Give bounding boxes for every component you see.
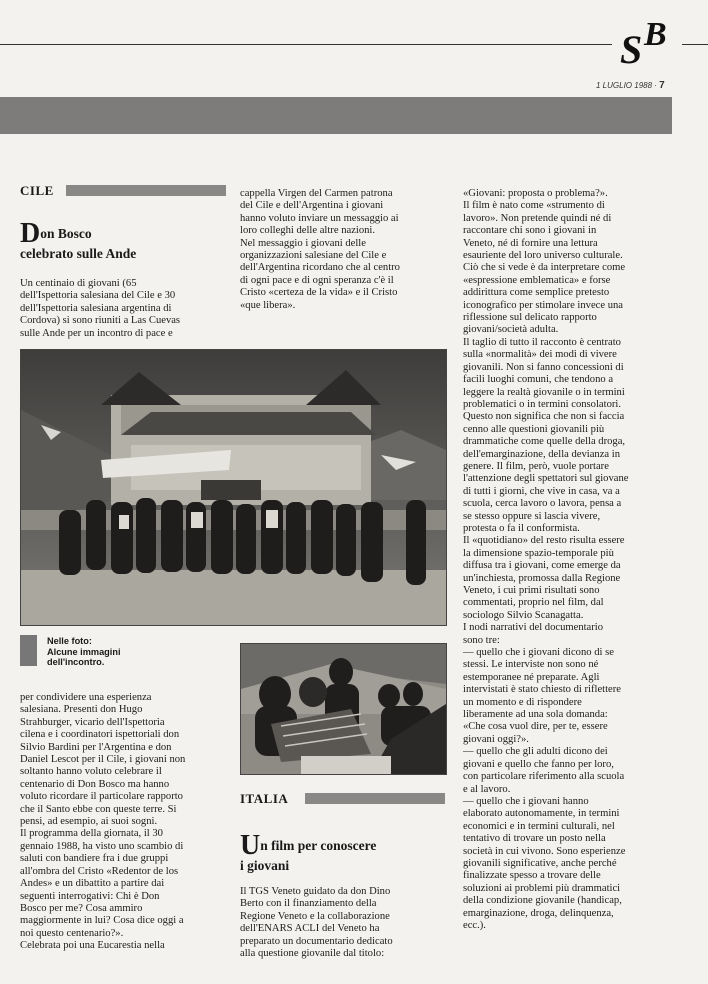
text-line: dell'ENARS ACLI del Veneto ha — [240, 923, 380, 935]
text-line: «Giovani: proposta o problema?». — [463, 188, 608, 199]
text-line: drammatiche come quelle della droga, — [463, 436, 626, 448]
italia-column-3 — [463, 188, 675, 932]
text-line: Cristo «certeza de la vida» e il Cristo — [240, 287, 398, 299]
text-line: Bosco per me? Cosa ammiro — [20, 902, 143, 914]
header-band — [0, 97, 672, 134]
cile-intro — [20, 278, 220, 340]
text-line: giovani oggi?». — [463, 733, 529, 745]
magazine-logo — [618, 14, 682, 72]
logo-letter-b: B — [644, 16, 667, 53]
text-line: soltanto hanno voluto celebrare il — [20, 766, 162, 778]
text-line: intervistati è stato chiesto di riflettere — [463, 684, 621, 696]
text-line: Cordova) si sono riuniti a Las Cuevas — [20, 315, 181, 327]
text-line: saluti con bandiere fra i due gruppi — [20, 853, 169, 865]
text-line: Silvio Bardini per l'Argentina e don — [20, 741, 172, 753]
headline-line-2: celebrato sulle Ande — [20, 246, 137, 261]
section-label-italia: ITALIA — [240, 791, 289, 806]
text-line: iconografico per stimolare invece una — [463, 299, 624, 311]
text-line: esauriente del loro universo culturale. — [463, 250, 623, 262]
text-line: del Cile e dell'Argentina i giovani — [240, 200, 384, 212]
text-line: — quello che i giovani hanno — [463, 795, 589, 807]
text-line: che il Santo ebbe con queste terre. Si — [20, 803, 177, 815]
headline-line-2: i giovani — [240, 858, 290, 873]
group-photo — [20, 349, 447, 626]
text-line: di tutti i giorni, che vive in casa, va a — [463, 485, 620, 497]
text-line: sulla «normalità» dei modi di vivere — [463, 349, 617, 361]
text-line: Ciò che si vede è da interpretare come — [463, 262, 626, 274]
text-line: lavoro». Non pretende quindi né di — [463, 212, 612, 224]
text-line: l'attenzione degli spettatori sul giovane — [463, 473, 629, 485]
text-line: sociologo Silvio Scanagatta. — [463, 609, 584, 621]
text-line: stessi. Le interviste non sono né — [463, 659, 599, 671]
text-line: alla questione giovanile dal titolo: — [240, 948, 385, 960]
text-line: sono tre: — [463, 634, 500, 646]
text-line: salesiana. Presenti don Hugo — [20, 704, 143, 716]
text-line: «espressione emblematica» e forse — [463, 274, 611, 286]
headline-line-1: n film per conoscere — [260, 838, 377, 853]
text-line: gennaio 1988, ha visto uno scambio di — [20, 840, 184, 852]
text-line: Nel messaggio i giovani delle — [240, 237, 366, 249]
text-line: Un centinaio di giovani (65 — [20, 278, 137, 289]
text-line: Veneto, né di fornire una lettura — [463, 237, 598, 249]
headline-dropcap: D — [20, 218, 41, 249]
text-line: un momento e di rispondere — [463, 696, 582, 708]
section-label-cile: CILE — [20, 183, 54, 198]
text-line: Questo non significa che non si faccia — [463, 411, 625, 423]
text-line: leggere la realtà giovanile o in termini — [463, 386, 625, 398]
text-line: facili luoghi comuni, che tendono a — [463, 374, 614, 386]
text-line: sulle Ande per un incontro di pace e — [20, 327, 173, 339]
cile-body — [20, 692, 225, 953]
text-line: Regione Veneto e la collaborazione — [240, 910, 390, 922]
cile-continuation — [240, 188, 445, 312]
text-line: economici e in termini culturali, nel — [463, 820, 615, 832]
cile-headline — [20, 218, 230, 262]
group-photo-image — [21, 350, 446, 625]
section-bar-cile — [66, 185, 226, 196]
text-line: commentati, proprio nel film, dal — [463, 597, 604, 609]
text-line: raccontare chi sono i giovani in — [463, 225, 597, 237]
text-line: hanno voluto inviare un messaggio ai — [240, 212, 399, 224]
text-line: scuola, cerca lavoro o lavora, pensa a — [463, 498, 622, 510]
text-line: dell'Ispettoria salesiana argentina di — [20, 302, 172, 314]
text-line: soluzioni ai problemi più drammatici — [463, 882, 621, 894]
dateline — [596, 80, 665, 91]
text-line: cappella Virgen del Carmen patrona — [240, 188, 393, 199]
text-line: Daniel Lescot per il Cile, i giovani non — [20, 754, 186, 766]
text-line: loro colleghi delle altre nazioni. — [240, 225, 376, 237]
text-line: — quello che i giovani dicono di se — [463, 647, 614, 659]
text-line: se stesso oppure si lascia vivere, — [463, 510, 601, 522]
text-line: genere. Il film, però, vuole portare — [463, 460, 609, 472]
text-line: seguenti interrogativi: Chi è Don — [20, 890, 160, 902]
text-line: elaborato autonomamente, in termini — [463, 808, 620, 820]
text-line: dell'Ispettoria salesiana del Cile e 30 — [20, 290, 176, 302]
text-line: la dimensione spazio-temporale più — [463, 547, 614, 559]
text-line: con particolare riferimento alla scuola — [463, 771, 625, 783]
youth-photo — [240, 643, 447, 775]
page-number: 7 — [659, 80, 665, 91]
caption-line: Nelle foto: — [47, 636, 92, 646]
text-line: Celebrata poi una Eucarestia nella — [20, 940, 165, 952]
text-line: emarginazione, droga, delinquenza, — [463, 907, 614, 919]
text-line: Il TGS Veneto guidato da don Dino — [240, 886, 391, 897]
text-line: cilena e i coordinatori ispettoriali don — [20, 729, 180, 741]
text-line: Il film è nato come «strumento di — [463, 200, 605, 212]
text-line: tentativo di trovare un posto nella — [463, 833, 606, 845]
masthead-rule — [0, 44, 612, 45]
logo-letter-s: S — [620, 27, 643, 72]
text-line: all'ombra del Cristo «Redentor de los — [20, 865, 179, 877]
photo-caption — [20, 635, 220, 667]
section-bar-italia — [305, 793, 445, 804]
masthead-rule-right — [682, 44, 708, 45]
text-line: — quello che gli adulti dicono dei — [463, 746, 608, 758]
text-line: voluto ricordare il particolare rapporto — [20, 791, 183, 803]
caption-bar — [20, 635, 37, 666]
text-line: ecc.). — [463, 919, 486, 931]
text-line: Strahburger, vicario dell'Ispettoria — [20, 716, 165, 728]
text-line: di ogni pace e di ogni speranza c'è il — [240, 274, 394, 286]
text-line: dell'emarginazione, della devianza in — [463, 448, 621, 460]
issue-date: 1 LUGLIO 1988 — [596, 81, 653, 90]
text-line: «que libera». — [240, 299, 296, 311]
text-line: liberamente ad una sola domanda: — [463, 709, 608, 721]
text-line: protesta o fa il conformista. — [463, 522, 580, 534]
page-separator: · — [652, 81, 660, 90]
text-line: diffusa tra i giovani, come emerge da — [463, 560, 621, 572]
caption-line: Alcune immagini — [47, 646, 121, 657]
text-line: giovani/società adulta. — [463, 324, 559, 336]
text-line: finalizzate spesso a trovare delle — [463, 870, 601, 882]
text-line: I nodi narrativi del documentario — [463, 622, 604, 634]
text-line: Il taglio di tutto il racconto è centrato — [463, 336, 621, 348]
text-line: dell'Argentina ricordano che al centro — [240, 262, 400, 274]
text-line: preparato un documentario dedicato — [240, 935, 393, 947]
text-line: giovanili significative, anche perché — [463, 857, 617, 869]
headline-line-1: on Bosco — [40, 226, 92, 241]
text-line: giovanili. Non si fanno concessioni di — [463, 361, 624, 373]
text-line: centenario di Don Bosco ma hanno — [20, 778, 170, 790]
text-line: società in cui vivono. Sono esperienze — [463, 845, 626, 857]
text-line: della condizione giovanile (handicap, — [463, 895, 622, 907]
text-line: riflessione sul delicato rapporto — [463, 312, 597, 324]
caption-line: dell'incontro. — [47, 657, 105, 667]
text-line: cenno alle questioni giovanili più — [463, 423, 605, 435]
youth-photo-image — [241, 644, 446, 774]
text-line: e al lavoro. — [463, 783, 511, 795]
caption-text — [47, 636, 222, 668]
italia-body — [240, 886, 445, 960]
text-line: pensi, ad esempio, ai suoi sogni. — [20, 816, 158, 828]
text-line: addirittura come semplice pretesto — [463, 287, 610, 299]
text-line: Il programma della giornata, il 30 — [20, 828, 163, 840]
text-line: Veneto, i cui primi risultati sono — [463, 585, 600, 596]
text-line: giovani e quello che fanno per loro, — [463, 758, 614, 770]
italia-headline — [240, 830, 450, 874]
text-line: Andes» e un dibattito a partire dai — [20, 878, 165, 890]
headline-dropcap: U — [240, 830, 261, 861]
text-line: Berto con il finanziamento della — [240, 898, 377, 910]
text-line: problematici o in termini consolatori. — [463, 398, 621, 410]
text-line: per condividere una esperienza — [20, 692, 152, 703]
text-line: un'inchiesta, promossa dalla Regione — [463, 572, 621, 584]
text-line: «Che cosa vuol dire, per te, essere — [463, 721, 608, 733]
text-line: estemporanee né preparate. Agli — [463, 671, 600, 683]
text-line: organizzazioni salesiane del Cile e — [240, 250, 387, 262]
text-line: Il «quotidiano» del resto risulta essere — [463, 535, 625, 547]
text-line: noi questo centenario?». — [20, 927, 124, 939]
text-line: maggiormente in lui? Cosa dice oggi a — [20, 915, 184, 927]
